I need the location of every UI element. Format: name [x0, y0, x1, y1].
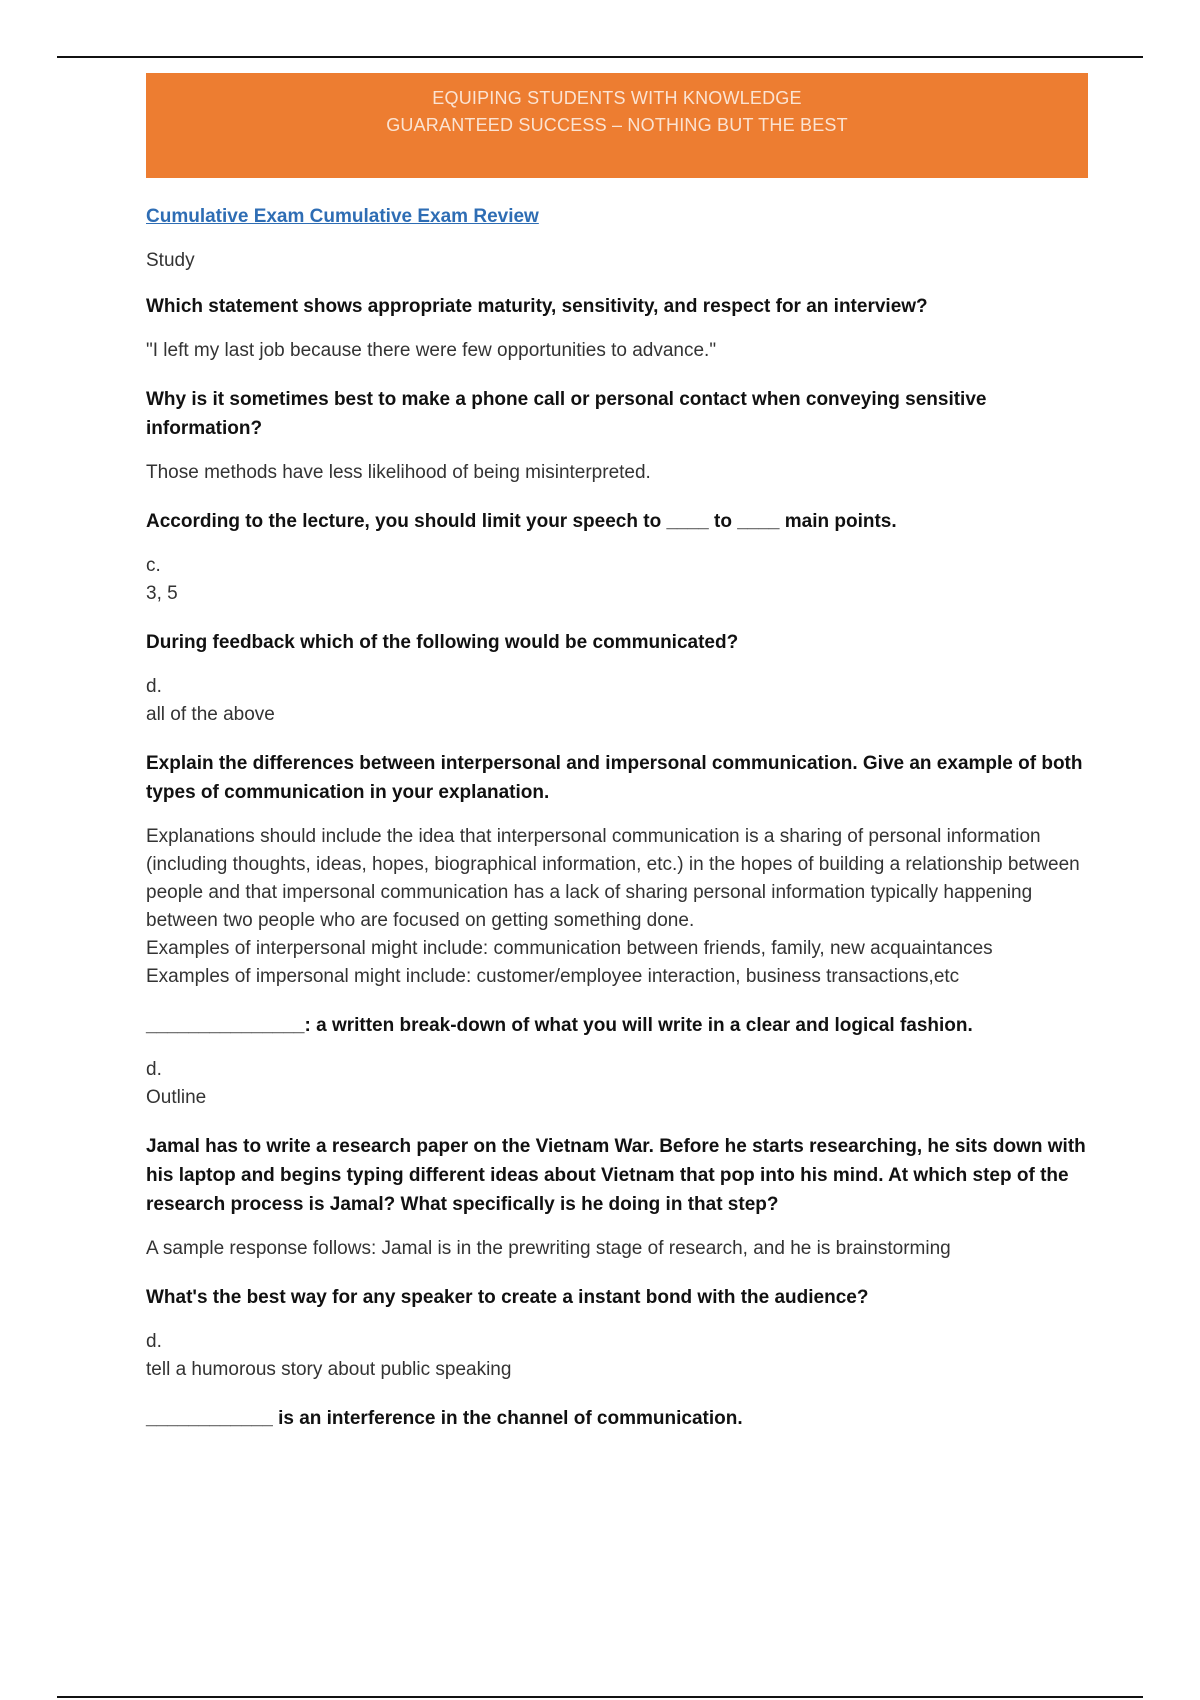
question-3: According to the lecture, you should limit your speech to ____ to ____ main points.	[146, 511, 897, 532]
answer-3: 3, 5	[146, 583, 178, 604]
question-8: What's the best way for any speaker to create a instant bond with the audience?	[146, 1287, 869, 1308]
answer-1: "I left my last job because there were few opportunities to advance."	[146, 340, 717, 361]
answer-5	[146, 823, 1088, 991]
answer-5-line-3: Examples of impersonal might include: customer/employee interaction, business transactions,etc	[146, 966, 960, 987]
bottom-rule	[57, 1696, 1143, 1698]
answer-4: all of the above	[146, 704, 275, 725]
answer-8-letter: d.	[146, 1331, 162, 1352]
answer-8: tell a humorous story about public speaking	[146, 1359, 512, 1380]
answer-6-letter: d.	[146, 1059, 162, 1080]
question-4: During feedback which of the following would be communicated?	[146, 632, 739, 653]
answer-5-line-2: Examples of interpersonal might include: communication between friends, family, new acquaintances	[146, 938, 993, 959]
question-1: Which statement shows appropriate maturity, sensitivity, and respect for an interview?	[146, 296, 928, 317]
answer-4-letter: d.	[146, 676, 162, 697]
answer-2: Those methods have less likelihood of being misinterpreted.	[146, 462, 651, 483]
banner-line-2: GUARANTEED SUCCESS – NOTHING BUT THE BEST	[386, 115, 848, 135]
header-banner	[146, 73, 1088, 178]
question-5: Explain the differences between interpersonal and impersonal communication. Give an example of both types of communication in your explanation.	[146, 753, 1083, 803]
question-2: Why is it sometimes best to make a phone call or personal contact when conveying sensitive information?	[146, 389, 987, 439]
question-9: ____________ is an interference in the channel of communication.	[146, 1408, 743, 1429]
question-7: Jamal has to write a research paper on the Vietnam War. Before he starts researching, he sits down with his laptop and begins typing different ideas about Vietnam that pop into his mind. At which step of the research process is Jamal? What specifically is he doing in that step?	[146, 1136, 1086, 1215]
document-subtitle: Study	[146, 250, 195, 271]
answer-6: Outline	[146, 1087, 207, 1108]
banner-line-1: EQUIPING STUDENTS WITH KNOWLEDGE	[432, 88, 802, 108]
question-6: _______________: a written break-down of what you will write in a clear and logical fashion.	[146, 1015, 973, 1036]
answer-3-letter: c.	[146, 555, 161, 576]
answer-7: A sample response follows: Jamal is in the prewriting stage of research, and he is brainstorming	[146, 1238, 951, 1259]
document-body	[146, 200, 1088, 1433]
answer-5-paragraph: Explanations should include the idea that interpersonal communication is a sharing of personal information (including thoughts, ideas, hopes, biographical information, etc.) in the hopes of building a relationship between people and that impersonal communication has a lack of sharing personal information typically happening between two people who are focused on getting something done.	[146, 826, 1080, 931]
top-rule	[57, 56, 1143, 58]
document-title-link[interactable]: Cumulative Exam Cumulative Exam Review	[146, 206, 539, 227]
